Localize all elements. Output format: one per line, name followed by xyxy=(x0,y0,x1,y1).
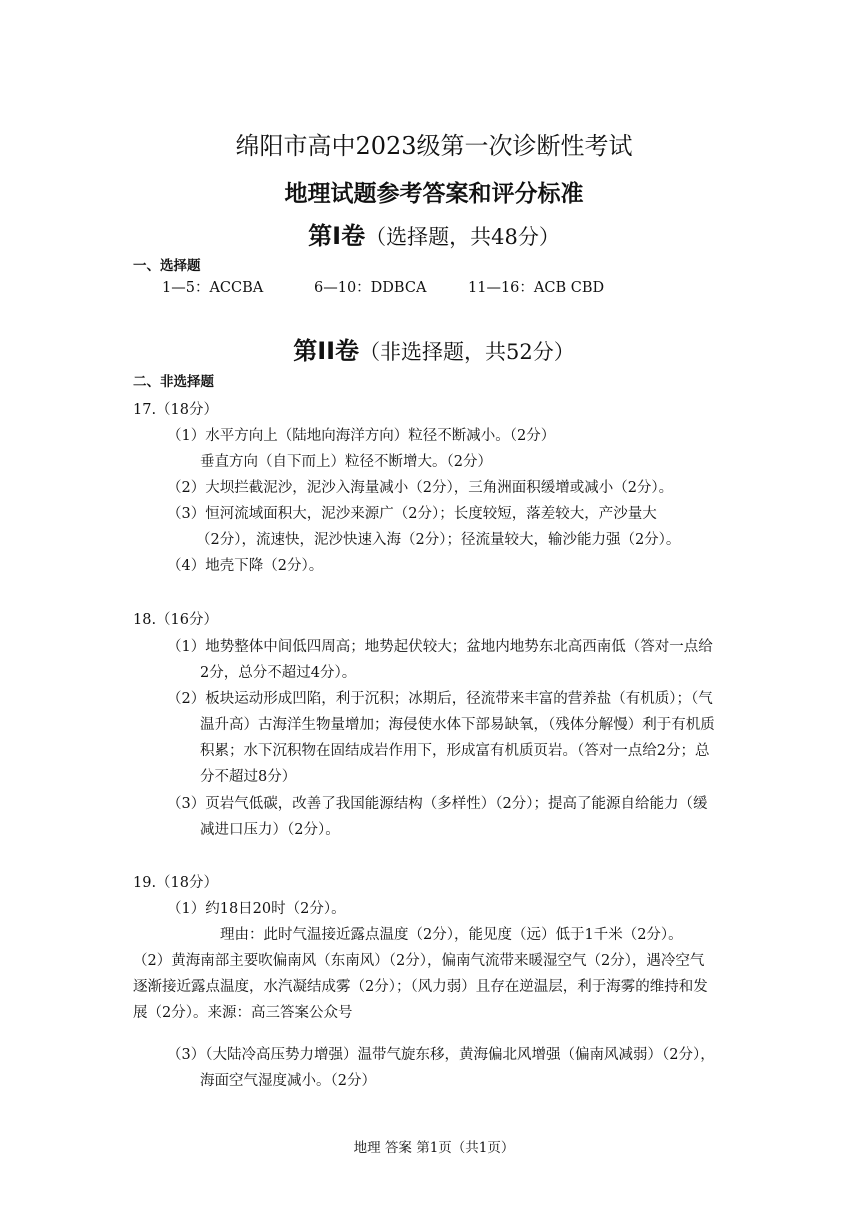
q19-line: （2）黄海南部主要吹偏南风（东南风）（2分），偏南气流带来暖湿空气（2分），遇冷空气 xyxy=(133,953,705,969)
part1-heading-main: 第I卷 xyxy=(308,222,366,250)
q17-line: （2分），流速快，泥沙快速入海（2分）；径流量较大，输沙能力强（2分）。 xyxy=(196,532,681,548)
q18-line: 积累；水下沉积物在固结成岩作用下，形成富有机质页岩。（答对一点给2分；总 xyxy=(200,743,710,759)
q17-line: （3）恒河流域面积大，泥沙来源广（2分）；长度较短，落差较大，产沙量大 xyxy=(167,506,657,522)
q18-line: 温升高）古海洋生物量增加；海侵使水体下部易缺氧，（残体分解慢）利于有机质 xyxy=(200,717,715,733)
document-title: 绵阳市高中2023级第一次诊断性考试 xyxy=(235,132,633,160)
q17-header: 17.（18分） xyxy=(133,402,219,418)
q18-line: 减进口压力）（2分）。 xyxy=(200,822,340,838)
q18-line: 2分，总分不超过4分）。 xyxy=(200,665,357,681)
answer-group-2: 6—10：DDBCA xyxy=(314,280,427,296)
q18-line: （3）页岩气低碳，改善了我国能源结构（多样性）（2分）；提高了能源自给能力（缓 xyxy=(167,796,708,812)
q17-line: 垂直方向（自下而上）粒径不断增大。（2分） xyxy=(200,454,492,470)
q17-line: （1）水平方向上（陆地向海洋方向）粒径不断减小。（2分） xyxy=(167,428,556,444)
q18-header: 18.（16分） xyxy=(133,612,219,628)
q18-line: （1）地势整体中间低四周高；地势起伏较大；盆地内地势东北高西南低（答对一点给 xyxy=(167,639,713,655)
page-footer: 地理 答案 第1页（共1页） xyxy=(353,1140,515,1156)
section-label-choice: 一、选择题 xyxy=(133,258,201,274)
q18-line: 分不超过8分） xyxy=(200,769,297,785)
q19-line: 逐渐接近露点温度，水汽凝结成雾（2分）；（风力弱）且存在逆温层，利于海雾的维持和发 xyxy=(133,979,708,995)
q19-line: 海面空气湿度减小。（2分） xyxy=(200,1073,376,1089)
part1-heading-sub: （选择题，共48分） xyxy=(365,225,560,249)
q19-line: （1）约18日20时（2分）。 xyxy=(167,901,346,917)
q17-line: （4）地壳下降（2分）。 xyxy=(167,558,324,574)
q19-header: 19.（18分） xyxy=(133,875,219,891)
section-label-nonchoice: 二、非选择题 xyxy=(133,374,214,390)
answer-group-1: 1—5：ACCBA xyxy=(162,280,264,296)
q19-line: 理由：此时气温接近露点温度（2分），能见度（远）低于1千米（2分）。 xyxy=(220,927,683,943)
q19-line: 展（2分）。来源：高三答案公众号 xyxy=(133,1005,353,1021)
part2-heading-main: 第II卷 xyxy=(293,337,360,365)
q18-line: （2）板块运动形成凹陷，利于沉积；冰期后，径流带来丰富的营养盐（有机质）；（气 xyxy=(167,691,713,707)
part2-heading xyxy=(0,331,868,366)
answer-group-3: 11—16：ACB CBD xyxy=(468,280,605,296)
part1-heading xyxy=(0,216,868,251)
q17-line: （2）大坝拦截泥沙，泥沙入海量减小（2分），三角洲面积缓增或减小（2分）。 xyxy=(167,480,674,496)
q19-line: （3）（大陆冷高压势力增强）温带气旋东移，黄海偏北风增强（偏南风减弱）（2分）， xyxy=(167,1047,715,1063)
document-subtitle: 地理试题参考答案和评分标准 xyxy=(284,181,584,207)
part2-heading-sub: （非选择题，共52分） xyxy=(359,340,575,364)
